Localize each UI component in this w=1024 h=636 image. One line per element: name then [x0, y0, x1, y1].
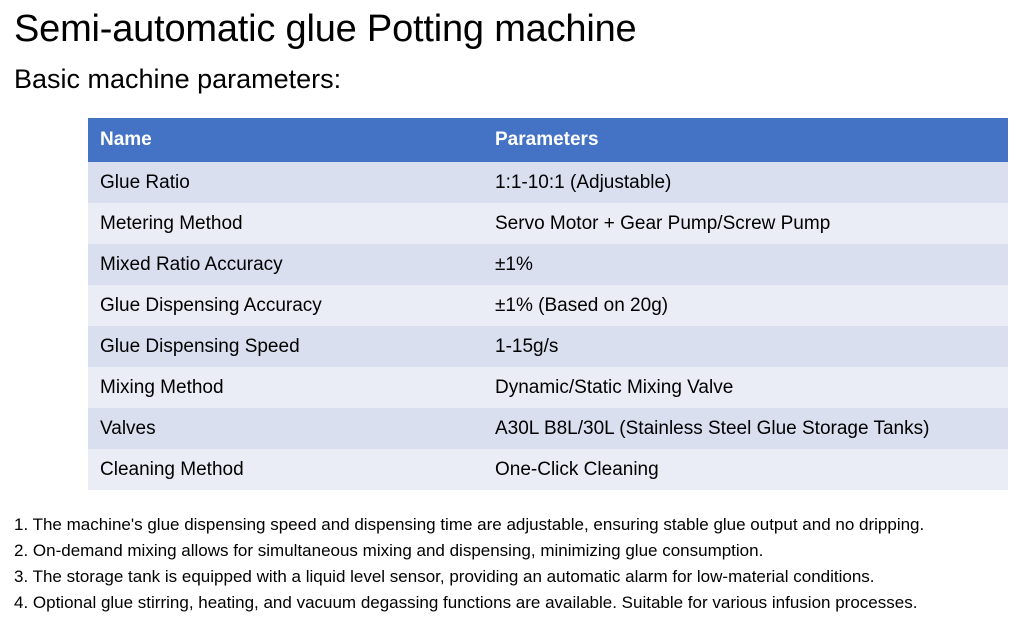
cell-parameter: Dynamic/Static Mixing Valve	[481, 367, 1008, 408]
page-title: Semi-automatic glue Potting machine	[14, 8, 637, 50]
table-body	[88, 162, 1008, 490]
note-item: 2. On-demand mixing allows for simultaneous mixing and dispensing, minimizing glue consumption.	[14, 541, 764, 560]
table-row	[88, 244, 1008, 285]
cell-name: Glue Dispensing Speed	[88, 326, 481, 367]
cell-name: Metering Method	[88, 203, 481, 244]
table-row	[88, 367, 1008, 408]
page-subtitle: Basic machine parameters:	[14, 64, 342, 94]
cell-name: Valves	[88, 408, 481, 449]
note-item: 3. The storage tank is equipped with a liquid level sensor, providing an automatic alarm for low-material conditions.	[14, 567, 875, 586]
cell-parameter: 1-15g/s	[481, 326, 1008, 367]
table-row	[88, 162, 1008, 203]
table-row	[88, 285, 1008, 326]
note-item: 1. The machine's glue dispensing speed and dispensing time are adjustable, ensuring stable glue output and no dripping.	[14, 515, 925, 534]
cell-parameter: ±1% (Based on 20g)	[481, 285, 1008, 326]
table-row	[88, 449, 1008, 490]
cell-name: Glue Dispensing Accuracy	[88, 285, 481, 326]
cell-parameter: ±1%	[481, 244, 1008, 285]
cell-name: Cleaning Method	[88, 449, 481, 490]
cell-parameter: Servo Motor + Gear Pump/Screw Pump	[481, 203, 1008, 244]
table-row	[88, 203, 1008, 244]
cell-parameter: 1:1-10:1 (Adjustable)	[481, 162, 1008, 203]
column-header-name: Name	[88, 118, 481, 162]
parameters-table	[88, 118, 1008, 490]
cell-parameter: A30L B8L/30L (Stainless Steel Glue Storage Tanks)	[481, 408, 1008, 449]
cell-name: Glue Ratio	[88, 162, 481, 203]
table-row	[88, 326, 1008, 367]
table-header	[88, 118, 1008, 162]
table-header-row	[88, 118, 1008, 162]
table-row	[88, 408, 1008, 449]
column-header-parameters: Parameters	[481, 118, 1008, 162]
cell-parameter: One-Click Cleaning	[481, 449, 1008, 490]
notes-list	[14, 512, 1014, 616]
cell-name: Mixing Method	[88, 367, 481, 408]
cell-name: Mixed Ratio Accuracy	[88, 244, 481, 285]
note-item: 4. Optional glue stirring, heating, and vacuum degassing functions are available. Suitable for various infusion processes.	[14, 593, 918, 612]
